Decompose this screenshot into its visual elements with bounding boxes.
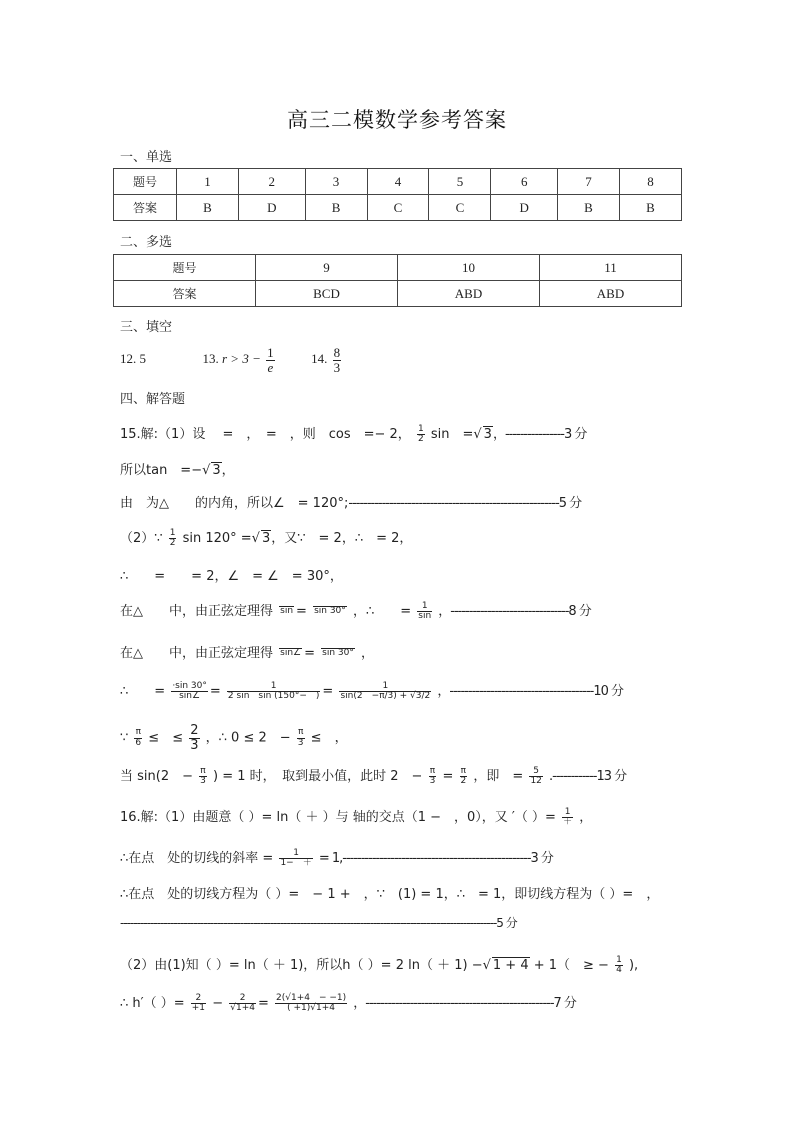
- fraction: $\frac{1}{4}$: [616, 954, 622, 975]
- solution-line: ∴ h′（ ）= $\frac{2}{+1}$ − $\frac{2}{√1+4}$ = $\frac{2(√1+4 - -1)}{( +1)√1+4}$ ，---------------------------------------------------7 分: [120, 992, 576, 1013]
- fraction: $\frac{2}{3}$: [190, 723, 199, 753]
- table-cell: ABD: [398, 281, 540, 307]
- table-row: [114, 281, 682, 307]
- fraction: $\frac{1}{\sin}$: [418, 600, 432, 621]
- solution-line: ∵ $\frac{\pi}{6}$ ≤ ≤ $\frac{2}{3}$ ，∴ 0 ≤ 2 − $\frac{\pi}{3}$ ≤ ，: [120, 723, 348, 753]
- table-cell: 10: [398, 255, 540, 281]
- fraction: $\frac{\pi}{3}$: [200, 765, 206, 786]
- fraction: $\frac{\pi}{3}$: [297, 727, 304, 748]
- row-label-number: 题号: [114, 255, 256, 281]
- answer-14-label: 14.: [311, 351, 328, 367]
- solution-line: 在△ 中，由正弦定理得 sin∠ = sin 30° ，: [120, 646, 375, 661]
- table-cell: 9: [256, 255, 398, 281]
- solution-line: 在△ 中，由正弦定理得 sin = sin 30° ，∴ = $\frac{1}{\sin}$ ，--------------------------------8 分: [120, 600, 591, 621]
- fraction: $\frac{\pi}{2}$: [460, 765, 467, 786]
- fraction: $\frac{2}{√1+4}$: [230, 992, 255, 1013]
- fraction: sin: [280, 606, 294, 617]
- table-cell: 2: [238, 169, 305, 195]
- fraction: $\frac{1}{2}$: [169, 527, 176, 548]
- table-cell: B: [305, 195, 367, 221]
- row-label-number: 题号: [114, 169, 177, 195]
- answer-13-label: 13.: [202, 351, 219, 367]
- fraction: $\frac{1}{\sin(2 -\pi/3) + √3/2}$: [340, 680, 431, 701]
- solution-line: ∴ = $\frac{\cdot\sin 30^\circ}{\sin\angle}$ = $\frac{1}{\text{2 sin sin (150°− )}}$ = $\frac{1}{\sin(2 -\pi/3) + √3/2}$ ，---------------------------------------10 分: [120, 680, 624, 701]
- single-choice-table: [113, 168, 682, 221]
- multi-choice-table: [113, 254, 682, 307]
- table-row: [114, 255, 682, 281]
- section-heading-solutions: 四、解答题: [120, 392, 186, 407]
- fraction: $\frac{5}{12}$: [530, 765, 542, 786]
- fraction: $\frac{1}{e}$: [267, 345, 274, 375]
- fraction: $\frac{8}{3}$: [333, 345, 341, 375]
- table-cell: 11: [540, 255, 682, 281]
- table-cell: 8: [620, 169, 682, 195]
- table-cell: 1: [177, 169, 239, 195]
- row-label-answer: 答案: [114, 195, 177, 221]
- fraction: $\frac{2}{+1}$: [191, 992, 206, 1013]
- table-cell: B: [177, 195, 239, 221]
- table-cell: B: [558, 195, 620, 221]
- solution-line: -----------------------------------------------------------------------------------------------------------------5 分: [120, 916, 517, 930]
- page-title: 高三二模数学参考答案: [287, 108, 507, 132]
- section-heading-fill-blank: 三、填空: [120, 320, 173, 335]
- fraction: $\frac{1}{\text{2 sin sin (150°− )}}$: [227, 680, 320, 701]
- table-row: [114, 169, 682, 195]
- fraction: sin 30°: [314, 606, 346, 617]
- solution-line: 由 为△ 的内角，所以∠ = 120°;---------------------------------------------------------5 分: [120, 496, 582, 511]
- solution-line: 15.解:（1）设 = ， = ，则 cos =− 2， $\frac{1}{2}$ sin =√ 3，----------------3 分: [120, 423, 587, 444]
- fill-blank-answers: [120, 346, 343, 374]
- solution-line: 所以tan =−√ 3，: [120, 463, 235, 478]
- table-row: [114, 195, 682, 221]
- fraction: sin∠: [280, 648, 302, 659]
- row-label-answer: 答案: [114, 281, 256, 307]
- solution-line: ∴在点 处的切线方程为（ ）= − 1 + ，∵ (1) = 1，∴ = 1，即切线方程为（ ）= ，: [120, 887, 660, 902]
- fraction: $\frac{\pi}{6}$: [135, 727, 142, 748]
- solution-line: ∴在点 处的切线的斜率 = $\frac{1}{1- +}$ = 1,---------------------------------------------------3 分: [120, 847, 553, 868]
- answer-12: 12. 5: [120, 351, 146, 367]
- answer-13-expr: r > 3 −: [222, 351, 261, 367]
- fraction: sin 30°: [322, 648, 354, 659]
- solution-line: （2）∵ $\frac{1}{2}$ sin 120° =√ 3，又∵ = 2，∴ = 2，: [120, 527, 413, 548]
- fraction: $\frac{2(√1+4 - -1)}{( +1)√1+4}$: [276, 992, 347, 1013]
- fraction: $\frac{1}{1- +}$: [280, 847, 312, 868]
- solution-line: 16.解:（1）由题意（ ）= ln（ ＋ ）与 轴的交点（1 − ，0），又 ′（ ）= $\frac{1}{+}$ ，: [120, 806, 593, 827]
- table-cell: 7: [558, 169, 620, 195]
- section-heading-multi-choice: 二、多选: [120, 235, 173, 250]
- solution-line: （2）由(1)知（ ）= ln（ ＋ 1)，所以h（ ）= 2 ln（ ＋ 1) −√ 1 + 4 + 1（ ≥ − $\frac{1}{4}$ ),: [120, 954, 639, 975]
- table-cell: C: [367, 195, 429, 221]
- table-cell: 4: [367, 169, 429, 195]
- table-cell: B: [620, 195, 682, 221]
- table-cell: D: [238, 195, 305, 221]
- table-cell: 5: [429, 169, 491, 195]
- table-cell: C: [429, 195, 491, 221]
- fraction: $\frac{1}{+}$: [563, 806, 573, 827]
- section-heading-single-choice: 一、单选: [120, 150, 173, 165]
- table-cell: ABD: [540, 281, 682, 307]
- fraction: $\frac{\cdot\sin 30^\circ}{\sin\angle}$: [172, 680, 207, 701]
- table-cell: BCD: [256, 281, 398, 307]
- table-cell: 6: [491, 169, 558, 195]
- table-cell: 3: [305, 169, 367, 195]
- fraction: $\frac{1}{2}$: [417, 423, 424, 444]
- solution-line: ∴ = = 2，∠ = ∠ = 30°，: [120, 569, 343, 584]
- table-cell: D: [491, 195, 558, 221]
- fraction: $\frac{\pi}{3}$: [429, 765, 436, 786]
- solution-line: 当 sin(2 − $\frac{\pi}{3}$ ) = 1 时， 取到最小值，此时 2 − $\frac{\pi}{3}$ = $\frac{\pi}{2}$ ，即 = $\frac{5}{12}$ .------------13 分: [120, 765, 627, 786]
